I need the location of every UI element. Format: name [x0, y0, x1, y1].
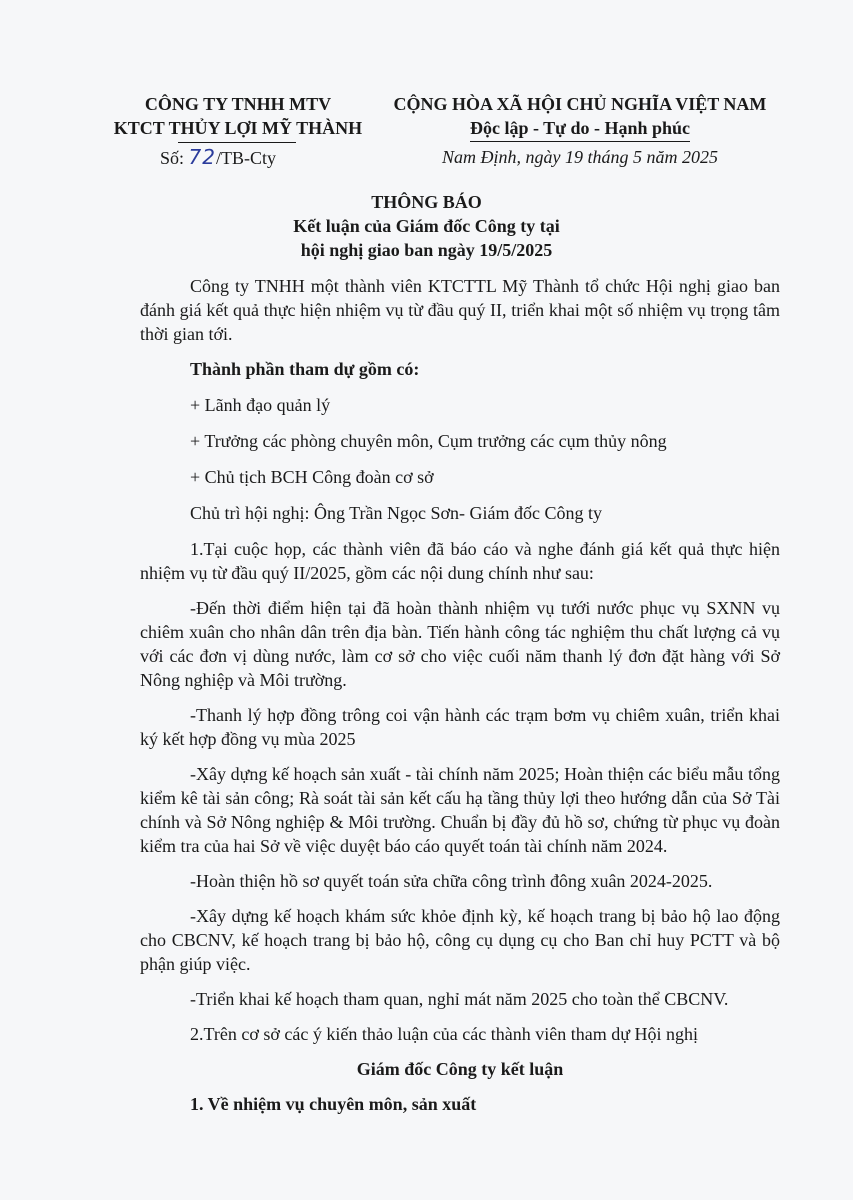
nation-header: [380, 92, 780, 142]
participant-item: + Lãnh đạo quản lý: [190, 395, 331, 415]
report-item: -Xây dựng kế hoạch khám sức khỏe định kỳ, kế hoạch trang bị bảo hộ lao động cho CBCNV, kế hoạch trang bị bảo hộ, công cụ dụng cụ cho Ban chỉ huy PCTT và bộ phận giúp việc.: [140, 906, 780, 974]
report-item: -Xây dựng kế hoạch sản xuất - tài chính năm 2025; Hoàn thiện các biểu mẫu tổng kiểm kê tài sản công; Rà soát tài sản kết cấu hạ tầng thủy lợi theo hướng dẫn của Sở Tài chính và Sở Nông nghiệp & Môi trường. Chuẩn bị đầy đủ hồ sơ, chứng từ phục vụ đoàn kiểm tra của hai Sở về việc duyệt báo cáo quyết toán tài chính năm 2024.: [140, 764, 780, 856]
chair-line: Chủ trì hội nghị: Ông Trần Ngọc Sơn- Giám đốc Công ty: [190, 503, 603, 523]
report-item: -Đến thời điểm hiện tại đã hoàn thành nhiệm vụ tưới nước phục vụ SXNN vụ chiêm xuân cho nhân dân trên địa bàn. Tiến hành công tác nghiệm thu chất lượng cả vụ với các đơn vị dùng nước, làm cơ sở cho việc cuối năm thanh lý đơn đặt hàng với Sở Nông nghiệp và Môi trường.: [140, 598, 780, 690]
subsection-1-heading: 1. Về nhiệm vụ chuyên môn, sản xuất: [190, 1094, 477, 1114]
participant-item: + Chủ tịch BCH Công đoàn cơ sở: [190, 467, 434, 487]
title-sub1: Kết luận của Giám đốc Công ty tại: [293, 216, 560, 236]
document-date: Nam Định, ngày 19 tháng 5 năm 2025: [442, 147, 718, 167]
document-title: [0, 190, 853, 262]
report-item: -Triển khai kế hoạch tham quan, nghỉ mát năm 2025 cho toàn thể CBCNV.: [190, 989, 729, 1009]
document-body: [140, 274, 780, 1127]
intro-paragraph: Công ty TNHH một thành viên KTCTTL Mỹ Thành tổ chức Hội nghị giao ban đánh giá kết quả thực hiện nhiệm vụ từ đầu quý II, triển khai một số nhiệm vụ trọng tâm thời gian tới.: [140, 276, 780, 344]
company-name-line2: KTCT THỦY LỢI MỸ THÀNH: [113, 118, 363, 138]
company-header: [108, 92, 368, 140]
report-item: -Thanh lý hợp đồng trông coi vận hành các trạm bơm vụ chiêm xuân, triển khai ký kết hợp đồng vụ mùa 2025: [140, 705, 780, 749]
nation-title: CỘNG HÒA XÃ HỘI CHỦ NGHĨA VIỆT NAM: [393, 94, 767, 114]
company-name-line1: CÔNG TY TNHH MTV: [144, 94, 332, 114]
section-1: 1.Tại cuộc họp, các thành viên đã báo cáo và nghe đánh giá kết quả thực hiện nhiệm vụ từ đầu quý II/2025, gồm các nội dung chính như sau:: [140, 539, 780, 583]
section-2: 2.Trên cơ sở các ý kiến thảo luận của các thành viên tham dự Hội nghị: [190, 1024, 698, 1044]
conclusion-heading: Giám đốc Công ty kết luận: [356, 1059, 564, 1079]
title-main: THÔNG BÁO: [371, 192, 482, 212]
title-sub2: hội nghị giao ban ngày 19/5/2025: [300, 240, 553, 260]
participants-heading: Thành phần tham dự gồm có:: [190, 359, 420, 379]
number-prefix: Số:: [160, 148, 185, 168]
company-underline: [178, 142, 296, 143]
number-suffix: /TB-Cty: [215, 148, 276, 168]
handwritten-number: 72: [188, 145, 216, 169]
document-number: [160, 144, 276, 171]
report-item: -Hoàn thiện hồ sơ quyết toán sửa chữa công trình đông xuân 2024-2025.: [190, 871, 713, 891]
motto: Độc lập - Tự do - Hạnh phúc: [470, 116, 690, 142]
participant-item: + Trưởng các phòng chuyên môn, Cụm trưởng các cụm thủy nông: [190, 431, 667, 451]
